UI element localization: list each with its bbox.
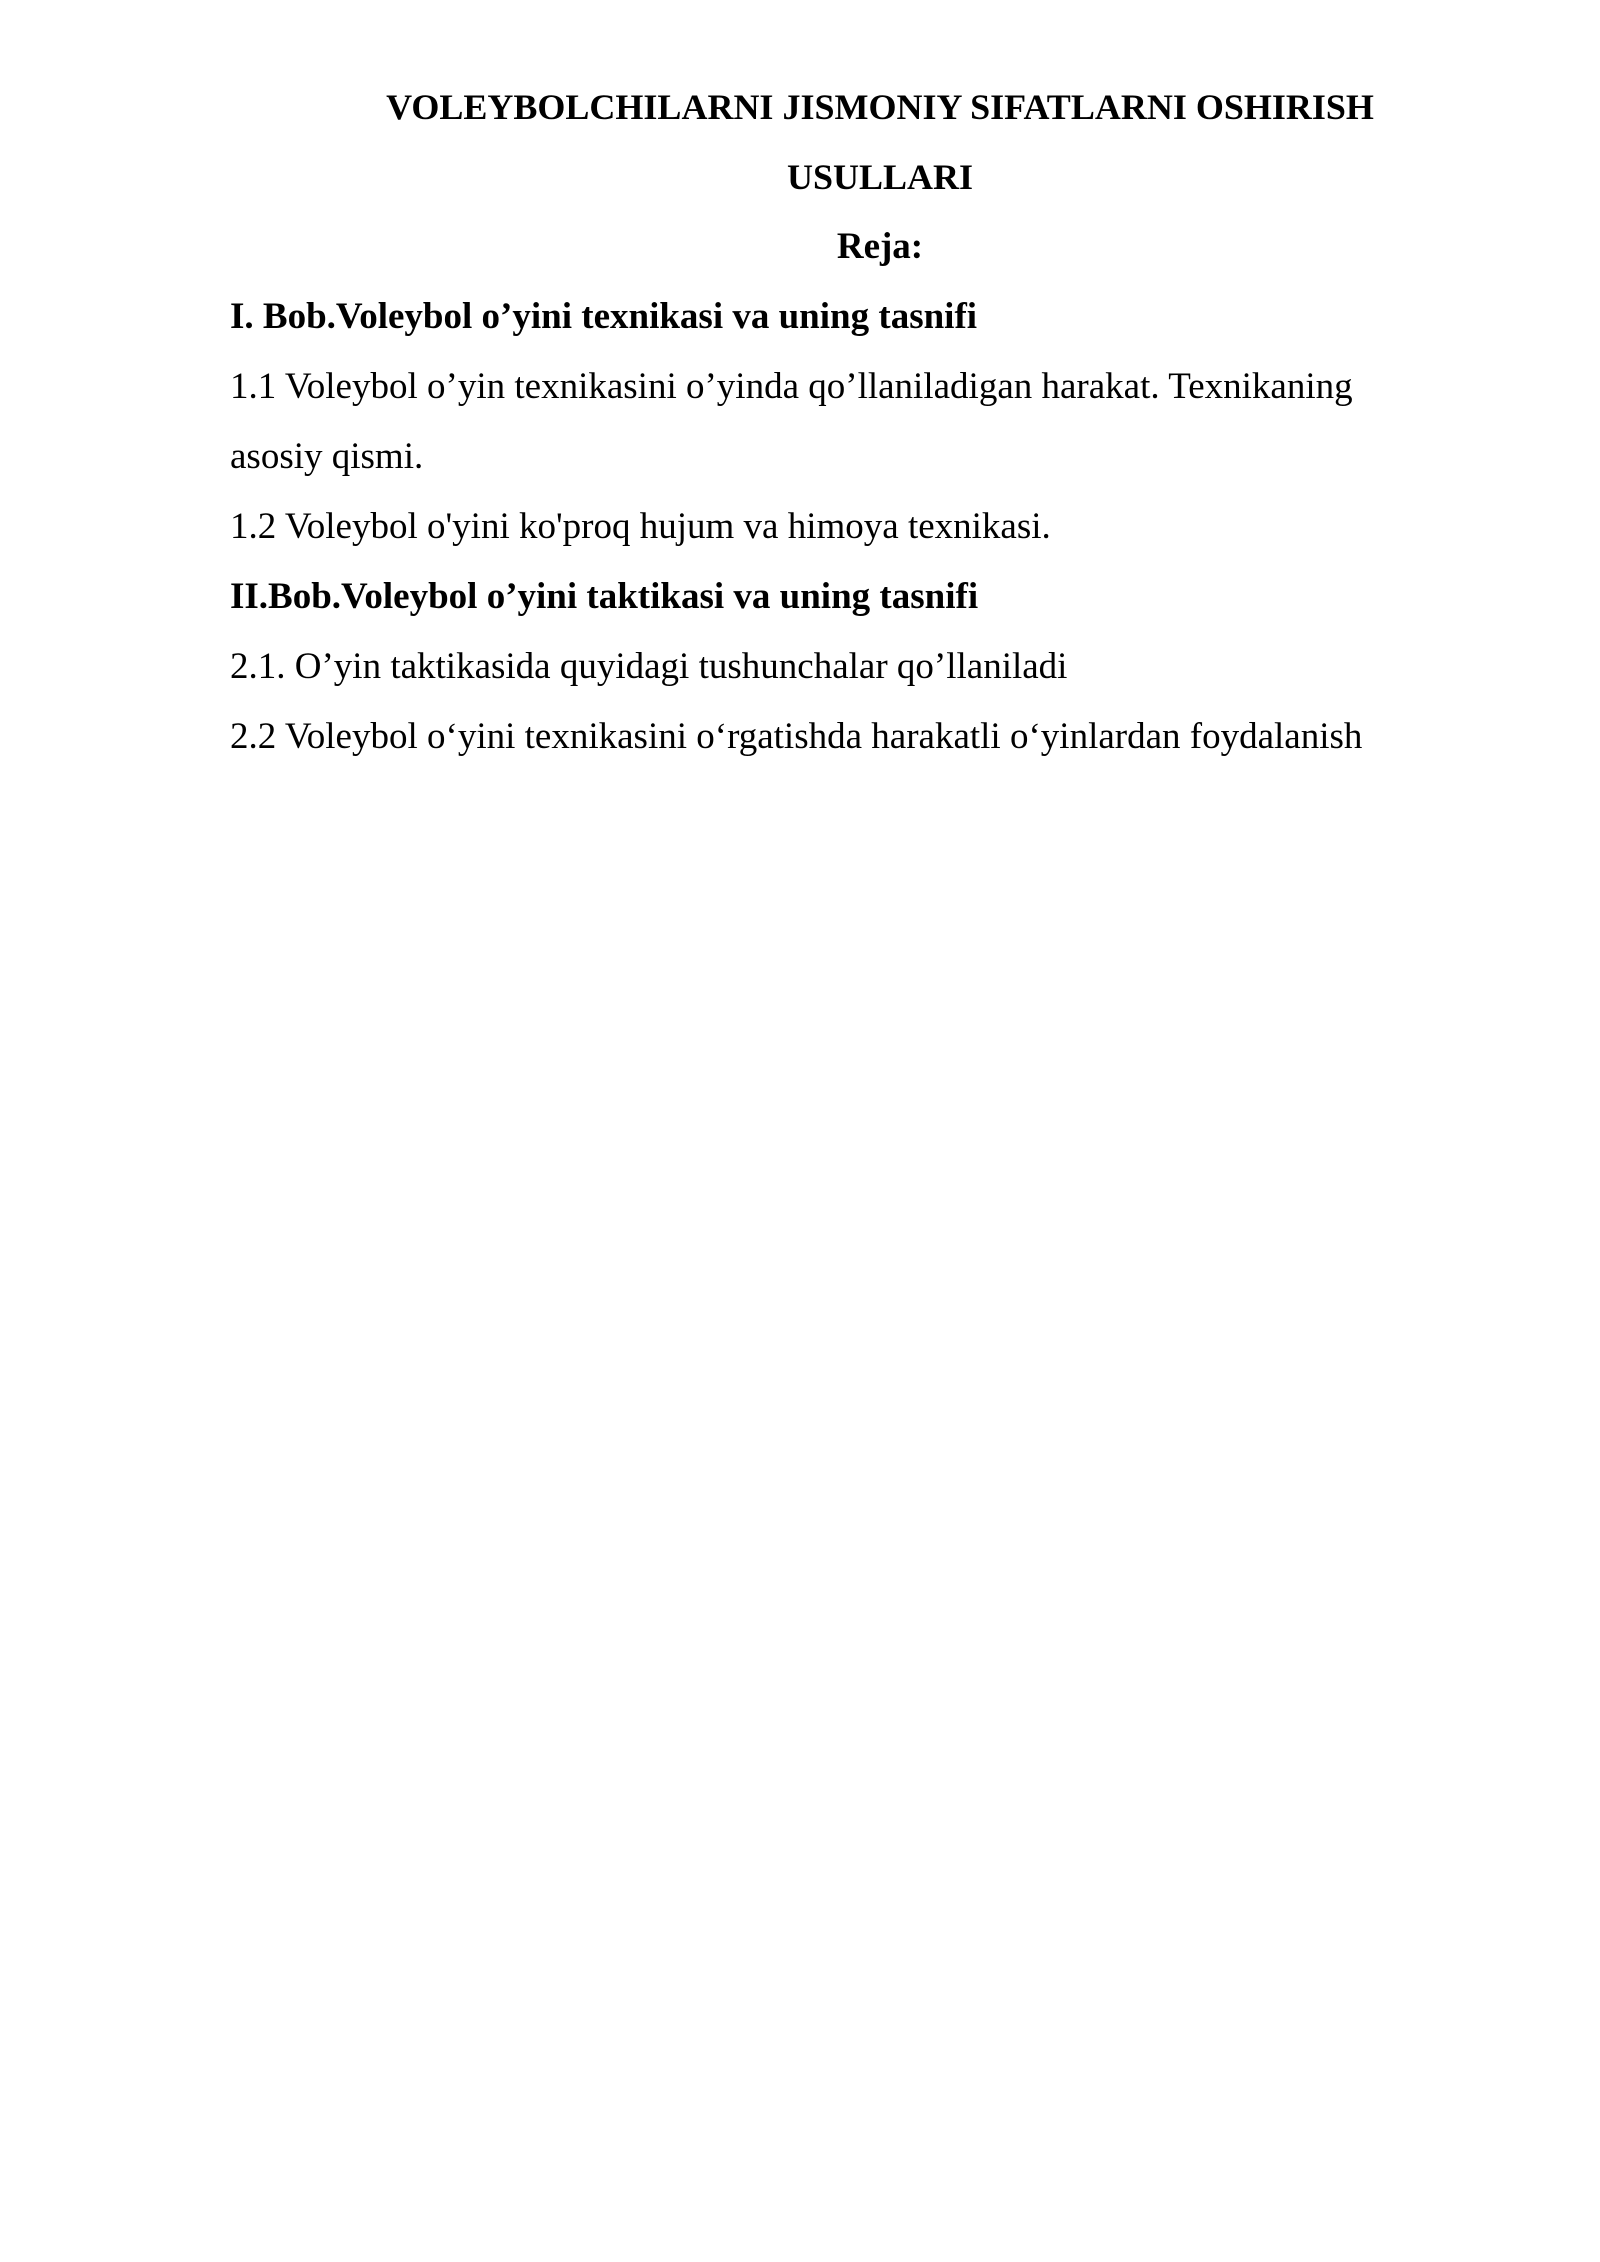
document-title-line-2: USULLARI [786, 157, 974, 197]
outline-item-2-2: 2.2 Voleybol o‘yini texnikasini o‘rgatishda harakatli o‘yinlardan foydalanish [230, 716, 1363, 757]
outline-item-1-1: 1.1 Voleybol o’yin texnikasini o’yinda qo’llaniladigan harakat. Texnikaning [230, 366, 1353, 407]
plan-heading: Reja: [836, 226, 924, 267]
chapter-1-heading: I. Bob.Voleybol o’yini texnikasi va uning tasnifi [230, 296, 978, 337]
document-title-line-1: VOLEYBOLCHILARNI JISMONIY SIFATLARNI OSHIRISH [386, 87, 1374, 127]
outline-item-1-1-continued: asosiy qismi. [230, 436, 424, 477]
document-content [230, 72, 1490, 772]
outline-item-1-2: 1.2 Voleybol o'yini ko'proq hujum va himoya texnikasi. [230, 506, 1051, 547]
chapter-2-heading: II.Bob.Voleybol o’yini taktikasi va uning tasnifi [230, 576, 979, 617]
outline-item-2-1: 2.1. O’yin taktikasida quyidagi tushunchalar qo’llaniladi [230, 646, 1068, 687]
